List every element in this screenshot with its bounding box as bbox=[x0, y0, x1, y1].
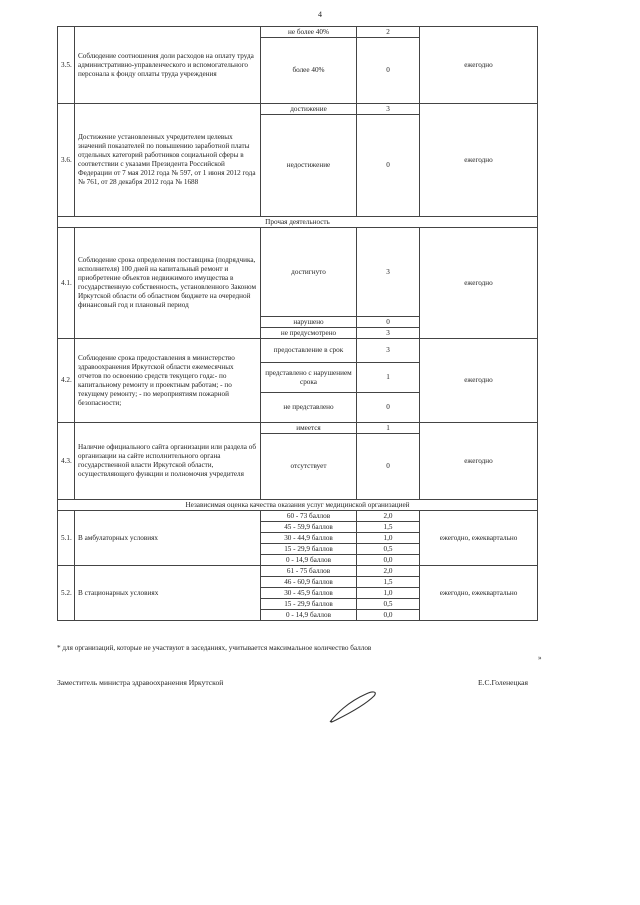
criterion: имеется bbox=[261, 423, 357, 434]
row-number: 5.1. bbox=[58, 511, 75, 566]
row-description: Наличие официального сайта организации или раздела об организации на сайте исполнительного органа государственной власти Иркутской области, осуществляющего функции и полномочия учредителя bbox=[75, 423, 261, 500]
points: 0 bbox=[357, 434, 420, 500]
signature-mark bbox=[326, 688, 382, 726]
points: 1,0 bbox=[357, 588, 420, 599]
criterion: 60 - 73 баллов bbox=[261, 511, 357, 522]
points: 0 bbox=[357, 317, 420, 328]
section-header-row bbox=[58, 500, 538, 511]
points: 0 bbox=[357, 393, 420, 423]
section-title: Независимая оценка качества оказания услуг медицинской организацией bbox=[58, 500, 538, 511]
row-description: В стационарных условиях bbox=[75, 566, 261, 621]
page-number: 4 bbox=[318, 10, 322, 19]
row-number: 3.6. bbox=[58, 104, 75, 217]
criterion: 0 - 14,9 баллов bbox=[261, 610, 357, 621]
criterion: 61 - 75 баллов bbox=[261, 566, 357, 577]
table-row bbox=[58, 104, 538, 115]
signer-name: Е.С.Голенецкая bbox=[478, 678, 529, 687]
row-number: 4.2. bbox=[58, 339, 75, 423]
periodicity: ежегодно bbox=[420, 27, 538, 104]
points: 0 bbox=[357, 38, 420, 104]
criterion: более 40% bbox=[261, 38, 357, 104]
criterion: 45 - 59,9 баллов bbox=[261, 522, 357, 533]
points: 3 bbox=[357, 328, 420, 339]
points: 2 bbox=[357, 27, 420, 38]
points: 0,5 bbox=[357, 599, 420, 610]
table-row bbox=[58, 511, 538, 522]
periodicity: ежегодно bbox=[420, 339, 538, 423]
criterion: не предусмотрено bbox=[261, 328, 357, 339]
points: 3 bbox=[357, 339, 420, 363]
table-row bbox=[58, 339, 538, 363]
criteria-table bbox=[57, 26, 538, 621]
criterion: не более 40% bbox=[261, 27, 357, 38]
criterion: 46 - 60,9 баллов bbox=[261, 577, 357, 588]
row-description: Соблюдение срока предоставления в министерство здравоохранения Иркутской области ежемесячных отчетов по освоению средств текущего года:- по капитальному ремонту и проектным работам; - по текущему ремонту; - по мероприятиям пожарной безопасности; bbox=[75, 339, 261, 423]
row-description: Соблюдение срока определения поставщика (подрядчика, исполнителя) 100 дней на капитальный ремонт и приобретение объектов недвижимого имущества в государственную собственность, установленного Законом Иркутской области об областном бюджете на очередной финансовый год и плановый период bbox=[75, 228, 261, 339]
row-number: 4.1. bbox=[58, 228, 75, 339]
row-number: 3.5. bbox=[58, 27, 75, 104]
criterion: 15 - 29,9 баллов bbox=[261, 599, 357, 610]
table-row bbox=[58, 423, 538, 434]
criterion: 15 - 29,9 баллов bbox=[261, 544, 357, 555]
points: 1,5 bbox=[357, 522, 420, 533]
points: 1,0 bbox=[357, 533, 420, 544]
criterion: достижение bbox=[261, 104, 357, 115]
periodicity: ежегодно, ежеквартально bbox=[420, 566, 538, 621]
corner-mark: » bbox=[538, 654, 542, 662]
points: 0,0 bbox=[357, 610, 420, 621]
points: 0 bbox=[357, 115, 420, 217]
points: 3 bbox=[357, 228, 420, 317]
criterion: 30 - 45,9 баллов bbox=[261, 588, 357, 599]
signer-title: Заместитель министра здравоохранения Иркутской bbox=[57, 678, 224, 687]
periodicity: ежегодно, ежеквартально bbox=[420, 511, 538, 566]
row-description: Соблюдение соотношения доли расходов на оплату труда административно-управленческого и вспомогательного персонала к фонду оплаты труда учреждения bbox=[75, 27, 261, 104]
row-description: Достижение установленных учредителем целевых значений показателей по повышению заработной платы отдельных категорий работников социальной сферы в соответствии с указами Президента Российской Федерации от 7 мая 2012 года № 597, от 1 июня 2012 года № 761, от 28 декабря 2012 года № 1688 bbox=[75, 104, 261, 217]
points: 0,5 bbox=[357, 544, 420, 555]
points: 2,0 bbox=[357, 566, 420, 577]
points: 3 bbox=[357, 104, 420, 115]
footnote: * для организаций, которые не участвуют в заседаниях, учитывается максимальное количество баллов bbox=[57, 644, 372, 652]
section-title: Прочая деятельность bbox=[58, 217, 538, 228]
row-number: 5.2. bbox=[58, 566, 75, 621]
periodicity: ежегодно bbox=[420, 228, 538, 339]
criterion: 30 - 44,9 баллов bbox=[261, 533, 357, 544]
criterion: представлено с нарушением срока bbox=[261, 363, 357, 393]
periodicity: ежегодно bbox=[420, 104, 538, 217]
criterion: нарушено bbox=[261, 317, 357, 328]
table-row bbox=[58, 27, 538, 38]
criterion: 0 - 14,9 баллов bbox=[261, 555, 357, 566]
row-number: 4.3. bbox=[58, 423, 75, 500]
row-description: В амбулаторных условиях bbox=[75, 511, 261, 566]
periodicity: ежегодно bbox=[420, 423, 538, 500]
criterion: недостижение bbox=[261, 115, 357, 217]
points: 1 bbox=[357, 423, 420, 434]
points: 1,5 bbox=[357, 577, 420, 588]
points: 2,0 bbox=[357, 511, 420, 522]
criterion: отсутствует bbox=[261, 434, 357, 500]
points: 0,0 bbox=[357, 555, 420, 566]
points: 1 bbox=[357, 363, 420, 393]
criterion: предоставление в срок bbox=[261, 339, 357, 363]
criterion: не представлено bbox=[261, 393, 357, 423]
table-row bbox=[58, 566, 538, 577]
criterion: достигнуто bbox=[261, 228, 357, 317]
section-header-row bbox=[58, 217, 538, 228]
table-row bbox=[58, 228, 538, 317]
